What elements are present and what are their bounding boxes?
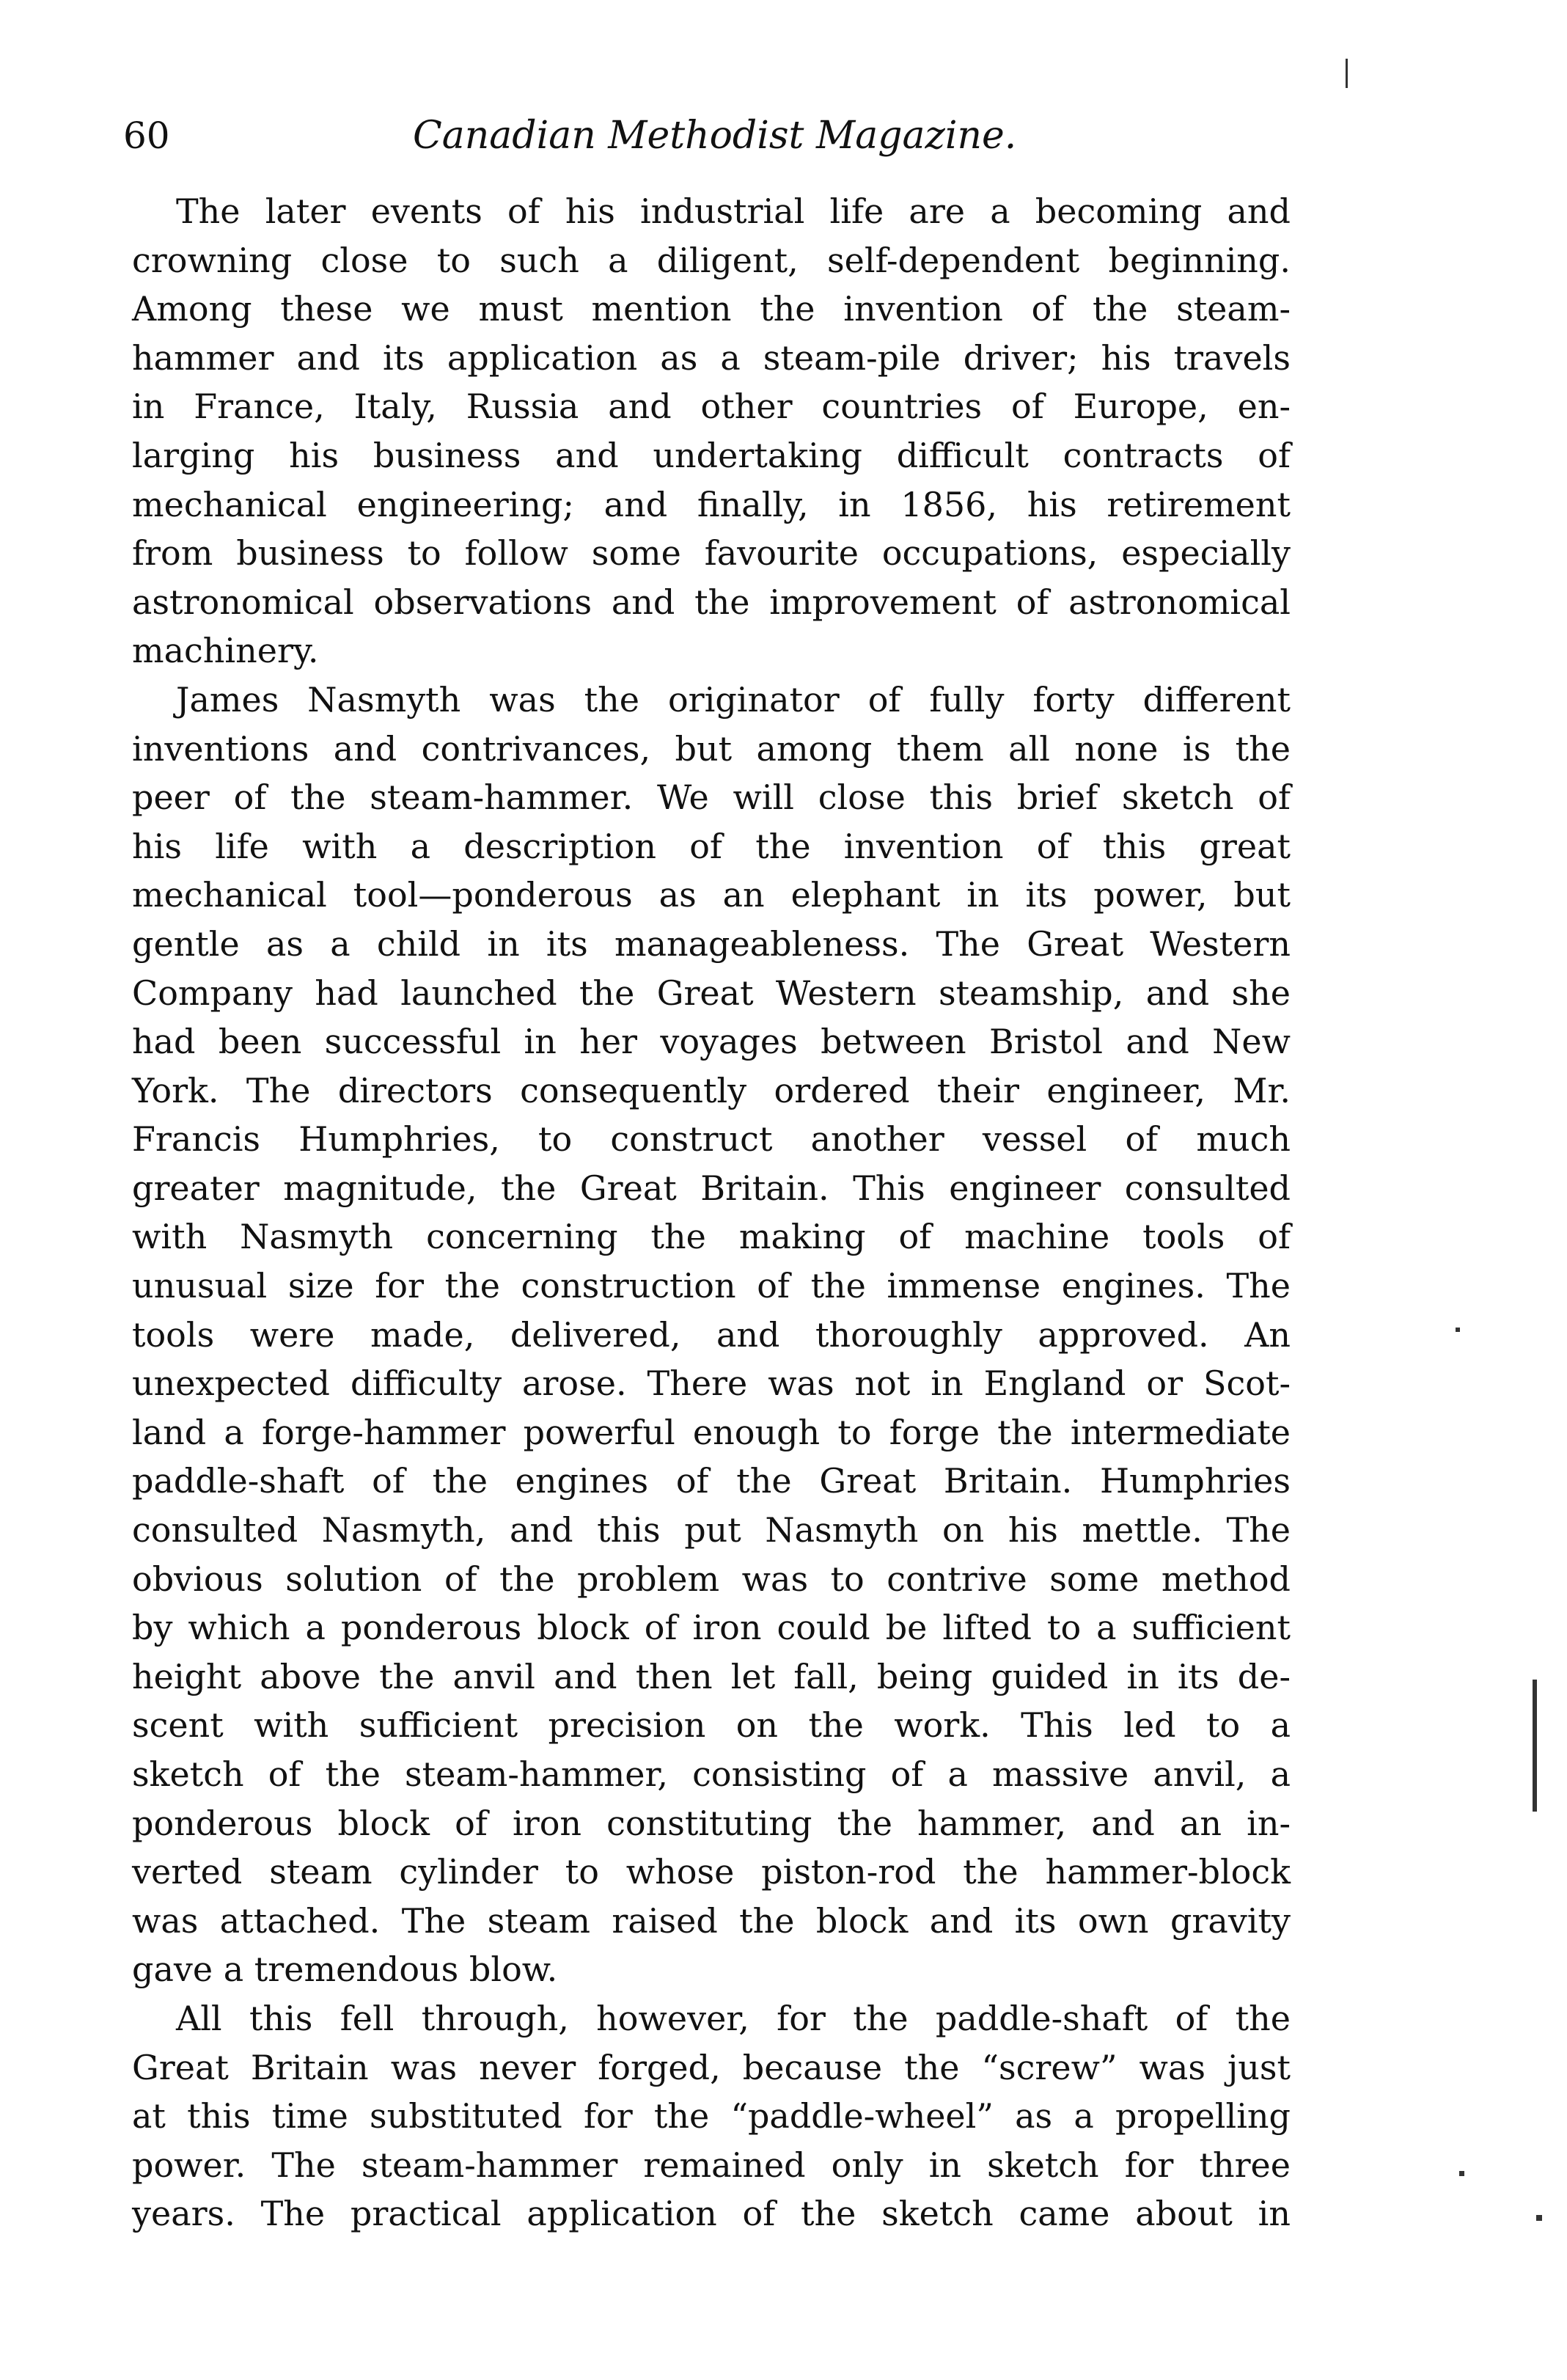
text-line: years. The practical application of the sketch came about in xyxy=(132,2194,1291,2234)
text-line: obvious solution of the problem was to contrive some method xyxy=(132,1559,1291,1599)
text-line: tools were made, delivered, and thoroughly approved. An xyxy=(132,1314,1291,1355)
text-line: unexpected difficulty arose. There was not in England or Scot- xyxy=(132,1363,1291,1404)
text-line: astronomical observations and the improvement of astronomical xyxy=(132,582,1291,622)
text-line: at this time substituted for the “paddle-wheel” as a propelling xyxy=(132,2096,1291,2136)
text-line: inventions and contrivances, but among them all none is the xyxy=(132,728,1291,769)
text-line: power. The steam-hammer remained only in sketch for three xyxy=(132,2145,1291,2185)
scan-mark xyxy=(1456,1328,1460,1332)
text-line: paddle-shaft of the engines of the Great Britain. Humphries xyxy=(132,1461,1291,1501)
text-line: his life with a description of the invention of this great xyxy=(132,826,1291,866)
text-line: mechanical tool—ponderous as an elephant in its power, but xyxy=(132,875,1291,915)
paragraph-1 xyxy=(132,187,1291,675)
scan-mark xyxy=(1459,2171,1464,2176)
text-line: unusual size for the construction of the immense engines. The xyxy=(132,1266,1291,1306)
text-line: sketch of the steam-hammer, consisting of a massive anvil, a xyxy=(132,1754,1291,1794)
scan-mark xyxy=(1536,2215,1542,2221)
text-line: James Nasmyth was the originator of fully forty different xyxy=(176,679,1291,720)
text-line: Francis Humphries, to construct another vessel of much xyxy=(132,1119,1291,1160)
text-line: All this fell through, however, for the paddle-shaft of the xyxy=(176,1998,1291,2038)
scan-mark xyxy=(1346,59,1348,88)
text-line: gave a tremendous blow. xyxy=(132,1949,558,1990)
paragraph-2 xyxy=(132,675,1291,1994)
text-line: hammer and its application as a steam-pile driver; his travels xyxy=(132,337,1291,378)
page-number: 60 xyxy=(123,114,170,157)
text-line: Among these we must mention the invention of the steam- xyxy=(132,289,1291,329)
text-line: with Nasmyth concerning the making of machine tools of xyxy=(132,1217,1291,1257)
text-line: from business to follow some favourite occupations, especially xyxy=(132,533,1291,574)
text-line: had been successful in her voyages between Bristol and New xyxy=(132,1022,1291,1062)
text-line: land a forge-hammer powerful enough to forge the intermediate xyxy=(132,1412,1291,1452)
running-title: Canadian Methodist Magazine. xyxy=(413,114,1017,158)
text-line: in France, Italy, Russia and other countries of Europe, en- xyxy=(132,387,1291,427)
text-line: scent with sufficient precision on the work. This led to a xyxy=(132,1705,1291,1746)
text-line: mechanical engineering; and finally, in 1856, his retirement xyxy=(132,484,1291,524)
text-line: Company had launched the Great Western steamship, and she xyxy=(132,973,1291,1013)
text-line: consulted Nasmyth, and this put Nasmyth on his mettle. The xyxy=(132,1510,1291,1550)
text-line: ponderous block of iron constituting the hammer, and an in- xyxy=(132,1803,1291,1843)
text-line: peer of the steam-hammer. We will close this brief sketch of xyxy=(132,777,1291,818)
text-line: larging his business and undertaking difficult contracts of xyxy=(132,435,1291,475)
text-line: Great Britain was never forged, because the “screw” was just xyxy=(132,2047,1291,2087)
text-line: verted steam cylinder to whose piston-rod the hammer-block xyxy=(132,1852,1291,1892)
text-line: machinery. xyxy=(132,631,319,671)
text-line: height above the anvil and then let fall, being guided in its de- xyxy=(132,1656,1291,1696)
text-line: The later events of his industrial life are a becoming and xyxy=(176,191,1291,231)
text-line: gentle as a child in its manageableness. The Great Western xyxy=(132,923,1291,964)
article-body xyxy=(132,187,1291,2238)
paragraph-3 xyxy=(132,1994,1291,2238)
page-header xyxy=(123,110,1296,176)
text-line: was attached. The steam raised the block and its own gravity xyxy=(132,1900,1291,1941)
text-line: by which a ponderous block of iron could be lifted to a sufficient xyxy=(132,1608,1291,1648)
scan-mark xyxy=(1533,1680,1537,1812)
text-line: crowning close to such a diligent, self-dependent beginning. xyxy=(132,240,1291,280)
text-line: greater magnitude, the Great Britain. This engineer consulted xyxy=(132,1168,1291,1208)
text-line: York. The directors consequently ordered their engineer, Mr. xyxy=(132,1070,1291,1110)
